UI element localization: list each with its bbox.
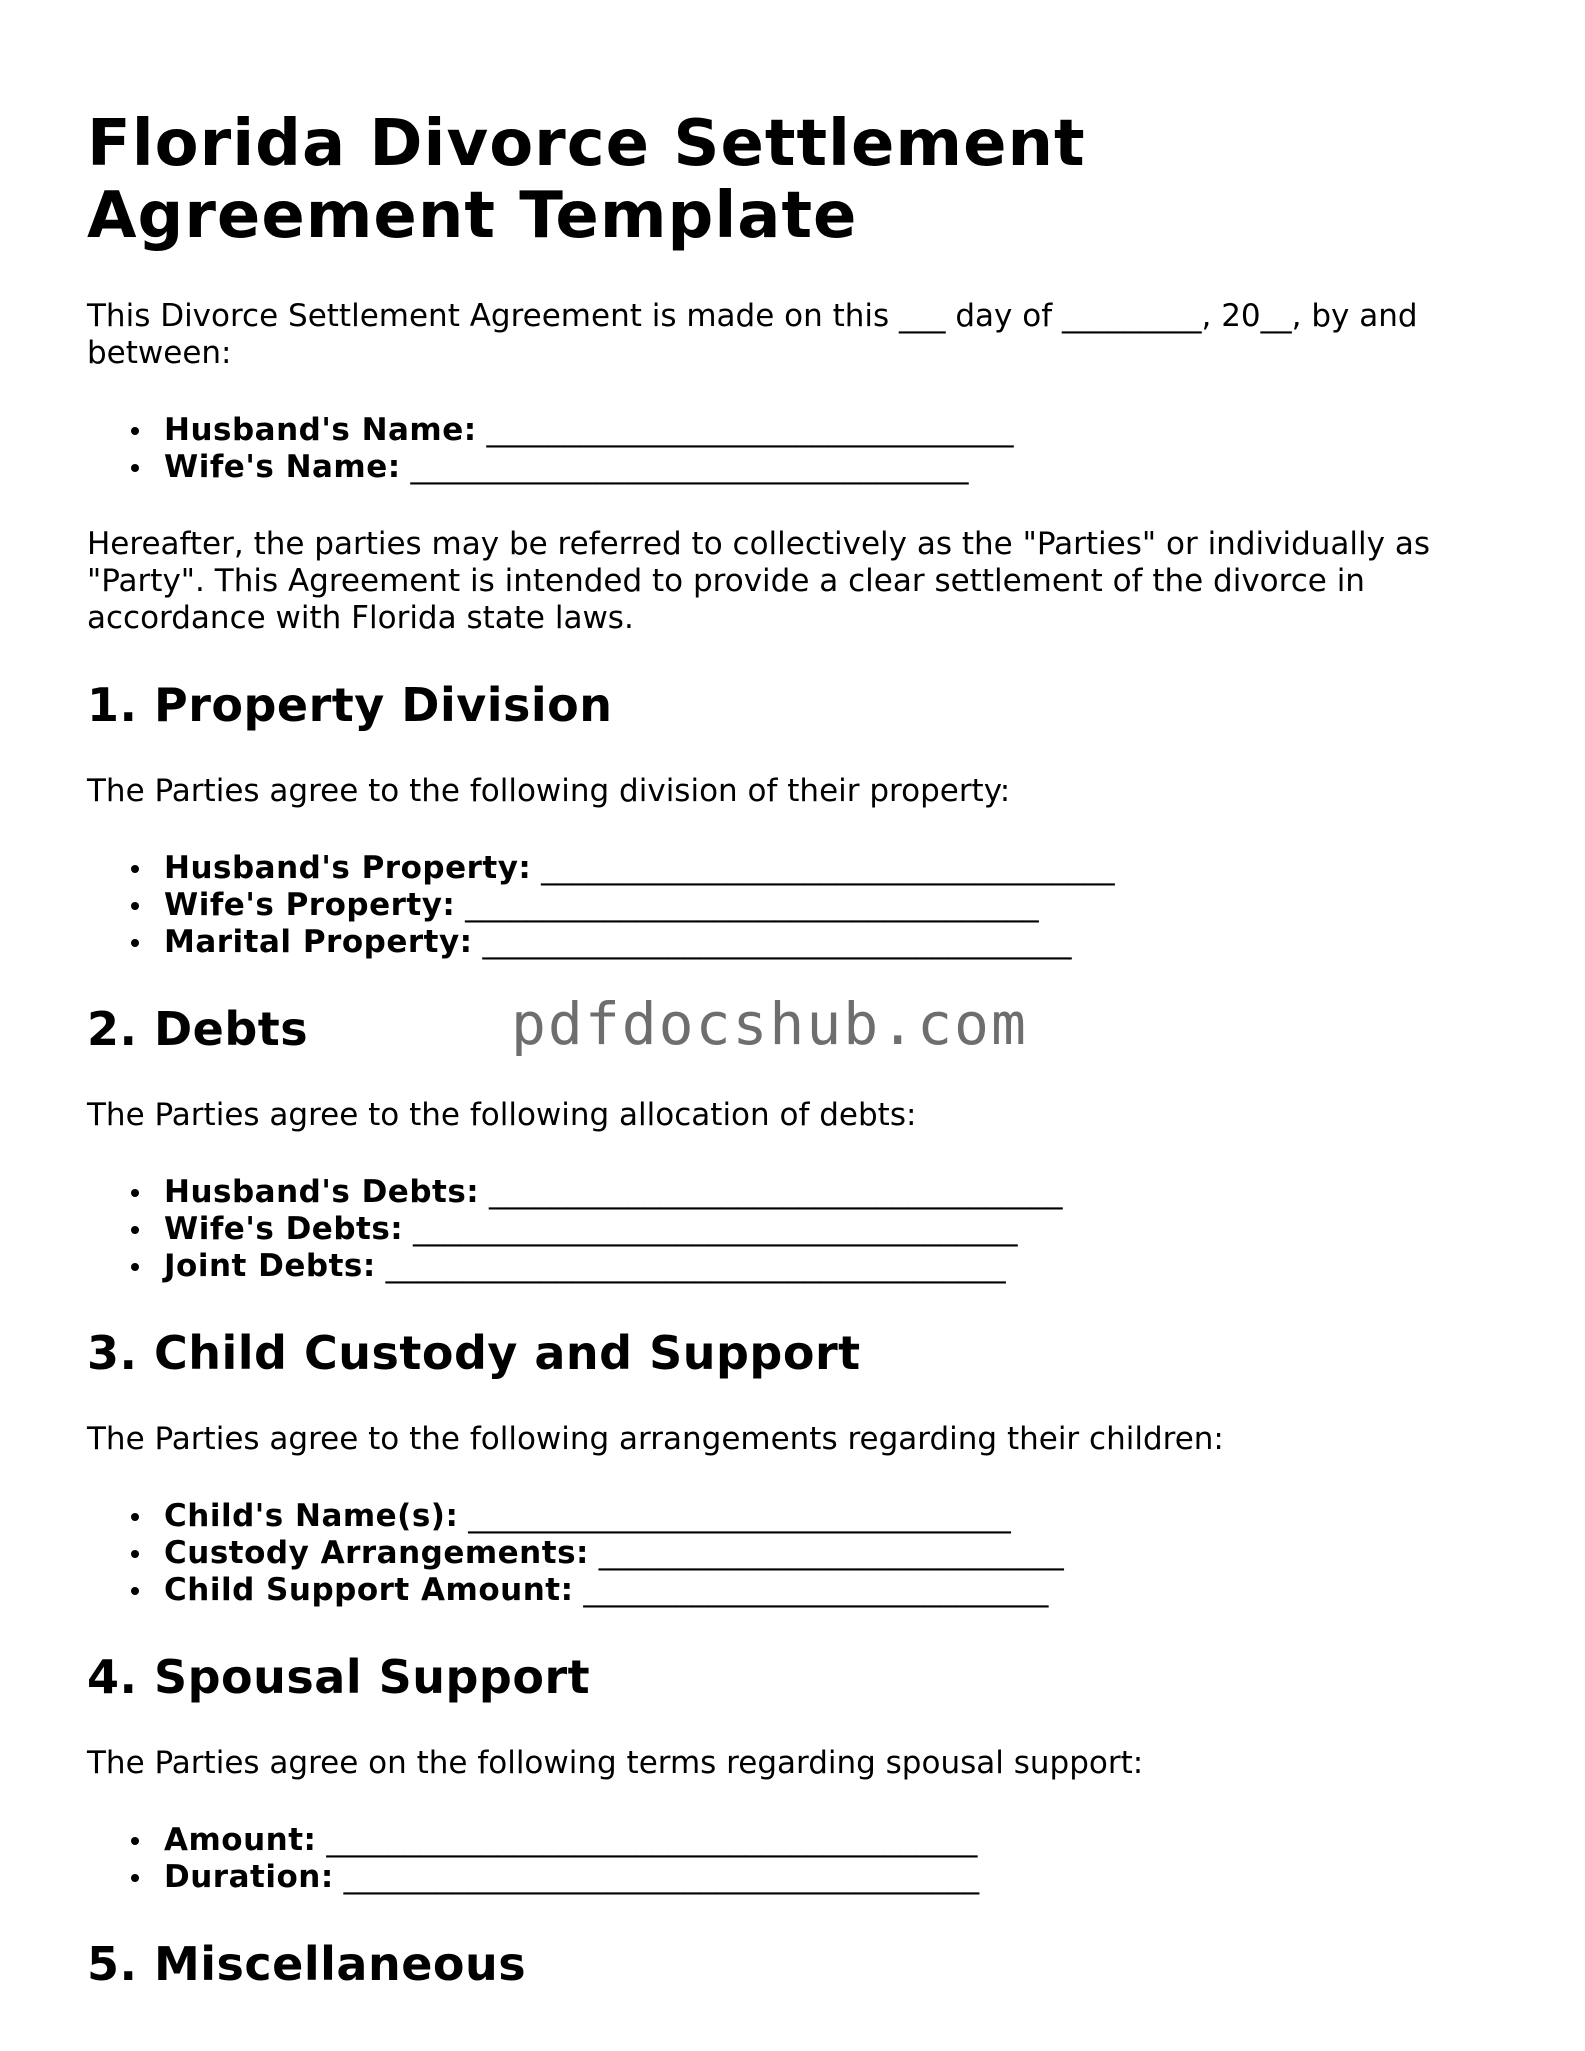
list-item [87, 1498, 1507, 1535]
fill-in-blank: _____________________________________ [541, 850, 1115, 886]
field-label: Husband's Name: [164, 412, 477, 448]
section-heading-debts: 2. Debts [87, 1002, 309, 1056]
field-label: Husband's Property: [164, 850, 532, 886]
field-label: Joint Debts: [164, 1248, 376, 1284]
field-label: Marital Property: [164, 924, 473, 960]
section-text: The Parties agree on the following terms regarding spousal support: [87, 1745, 1144, 1781]
fill-in-blank: _________________________________________ [343, 1859, 980, 1895]
list-item [87, 1248, 1507, 1285]
section-heading-child-custody: 3. Child Custody and Support [87, 1326, 861, 1380]
section-text: The Parties agree to the following arrangements regarding their children: [87, 1421, 1224, 1457]
fill-in-blank: ______________________________ [598, 1535, 1064, 1571]
intro-paragraph: This Divorce Settlement Agreement is made on this ___ day of _________, 20__, by and between: [87, 298, 1418, 371]
fill-in-blank: _______________________________________ [413, 1211, 1018, 1247]
section-text: The Parties agree to the following division of their property: [87, 773, 1011, 809]
fill-in-blank: ___________________________________ [468, 1498, 1011, 1534]
property-list [87, 850, 1507, 961]
list-item [87, 1535, 1507, 1572]
child-custody-list [87, 1498, 1507, 1609]
section-heading-spousal-support: 4. Spousal Support [87, 1650, 591, 1704]
watermark: pdfdocshub.com [511, 990, 1028, 1058]
field-label: Duration: [164, 1859, 334, 1895]
field-label: Wife's Name: [164, 449, 401, 485]
fill-in-blank: __________________________________________ [326, 1822, 978, 1858]
list-item [87, 1174, 1507, 1211]
field-label: Amount: [164, 1822, 317, 1858]
section-text: The Parties agree to the following allocation of debts: [87, 1097, 917, 1133]
field-label: Wife's Property: [164, 887, 456, 923]
list-item [87, 1822, 1507, 1859]
debts-list [87, 1174, 1507, 1285]
list-item [87, 924, 1507, 961]
list-item [87, 412, 1507, 449]
fill-in-blank: ________________________________________ [385, 1248, 1006, 1284]
field-label: Child's Name(s): [164, 1498, 459, 1534]
fill-in-blank: __________________________________ [486, 412, 1014, 448]
fill-in-blank: _____________________________________ [465, 887, 1039, 923]
field-label: Wife's Debts: [164, 1211, 404, 1247]
fill-in-blank: ______________________________________ [482, 924, 1072, 960]
list-item [87, 449, 1507, 486]
list-item [87, 1572, 1507, 1609]
parties-list [87, 412, 1507, 486]
list-item [87, 887, 1507, 924]
document-title: Florida Divorce Settlement Agreement Template [87, 107, 1086, 253]
document-page [87, 108, 1507, 2032]
fill-in-blank: ____________________________________ [410, 449, 969, 485]
list-item [87, 850, 1507, 887]
list-item [87, 1211, 1507, 1248]
field-label: Husband's Debts: [164, 1174, 480, 1210]
parties-note-paragraph: Hereafter, the parties may be referred to collectively as the "Parties" or individually as "Party". This Agreement is intended to provide a clear settlement of the divorce in accordance with Florida state laws. [87, 526, 1430, 636]
section-heading-miscellaneous: 5. Miscellaneous [87, 1937, 527, 1991]
list-item [87, 1859, 1507, 1896]
fill-in-blank: _____________________________________ [489, 1174, 1063, 1210]
section-heading-property: 1. Property Division [87, 678, 613, 732]
spousal-support-list [87, 1822, 1507, 1896]
field-label: Custody Arrangements: [164, 1535, 589, 1571]
field-label: Child Support Amount: [164, 1572, 574, 1608]
fill-in-blank: ______________________________ [583, 1572, 1049, 1608]
